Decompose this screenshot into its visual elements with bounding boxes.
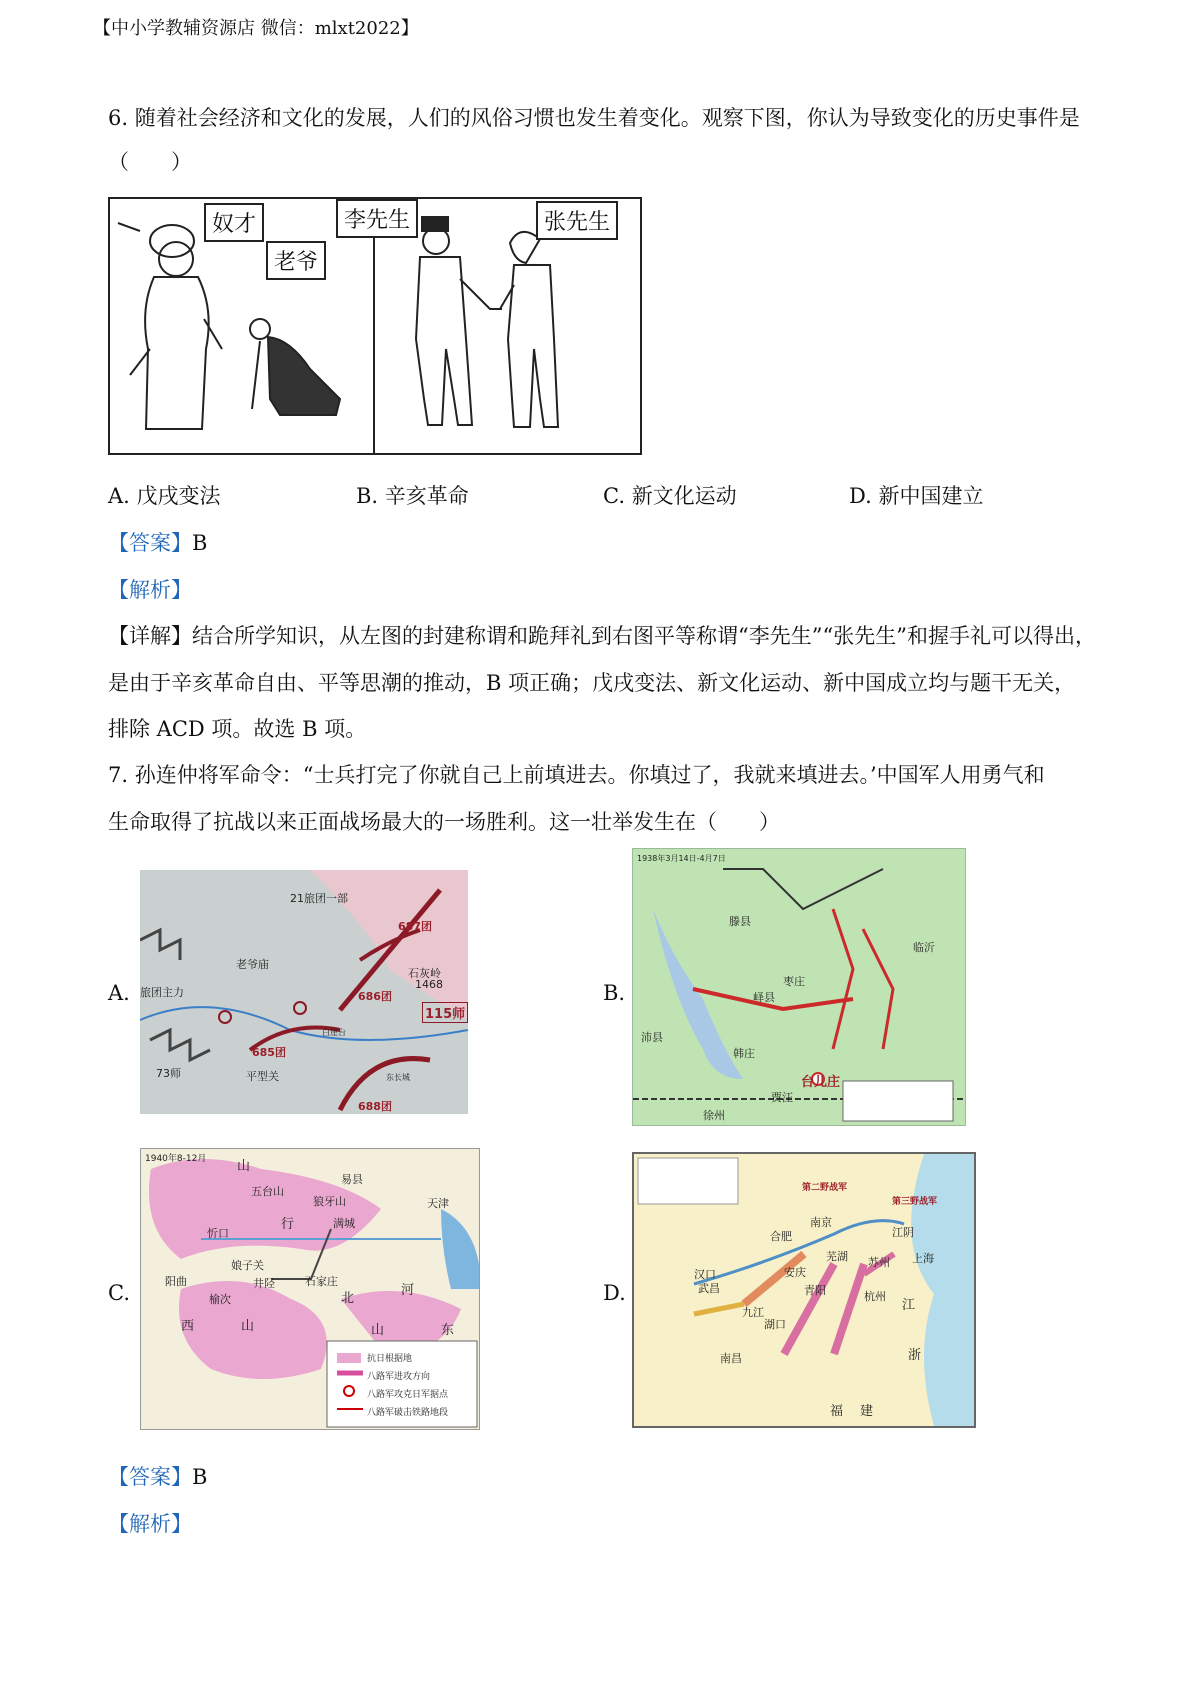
map-d-label: 苏州	[868, 1256, 890, 1269]
kneeling-figure	[250, 319, 340, 415]
map-b-label: 韩庄	[733, 1047, 755, 1060]
q7-analysis-label: 【解析】	[108, 1512, 192, 1536]
map-d-label: 青阳	[804, 1284, 826, 1297]
map-c-label: 山	[241, 1319, 255, 1334]
map-c-label: 五台山	[251, 1185, 284, 1198]
option-letter: B.	[356, 484, 379, 508]
detail-text: 结合所学知识，从左图的封建称谓和跪拜礼到右图平等称谓“李先生”“张先生”和握手礼可以得出，	[192, 624, 1096, 648]
map-a-label: 21旅团一部	[290, 892, 348, 905]
map-b-label: 临沂	[913, 941, 935, 954]
map-c-label: 河	[401, 1283, 415, 1298]
map-a-label: 685团	[252, 1046, 286, 1059]
map-d-label: 南京	[810, 1216, 832, 1229]
q6-detail-line1	[108, 626, 1096, 647]
q6-cartoon-figure	[108, 197, 642, 455]
q7-option-c-letter[interactable]: C.	[108, 1281, 130, 1305]
map-a-drawing	[140, 870, 468, 1114]
q7-stem-line2: 生命取得了抗战以来正面战场最大的一场胜利。这一壮举发生在（ ）	[108, 810, 780, 834]
bubble-left-2: 老爷	[266, 241, 326, 280]
map-d-label: 安庆	[784, 1266, 806, 1279]
q6-option-a[interactable]	[108, 486, 221, 507]
map-c-label: 北	[341, 1291, 355, 1306]
map-b-label: 贾汪	[771, 1091, 793, 1104]
map-a[interactable]	[140, 870, 468, 1114]
map-c-legend-label: 八路军破击铁路地段	[367, 1408, 449, 1418]
q7-stem-line1: 7. 孙连仲将军命令：“士兵打完了你就自己上前填进去。你填过了，我就来填进去。’中国军人用勇气和	[108, 763, 1045, 787]
map-b[interactable]	[632, 848, 966, 1126]
q7-option-b-letter[interactable]: B.	[603, 981, 626, 1005]
map-a-label: 1468	[415, 978, 443, 991]
map-d-label: 江	[902, 1298, 916, 1313]
map-c-label: 易县	[341, 1173, 363, 1186]
map-a-label: 东长城	[386, 1073, 410, 1082]
map-a-label: 老爷庙	[236, 958, 269, 971]
q6-answer	[108, 533, 207, 554]
map-c-label: 东	[441, 1323, 455, 1338]
map-d-label: 第二野战军	[802, 1183, 848, 1193]
q6-stem-line2: （ ）	[108, 150, 192, 174]
map-d-label: 建	[860, 1404, 874, 1419]
map-c-label: 忻口	[207, 1227, 229, 1240]
map-d-label: 福	[830, 1404, 844, 1419]
option-letter: C.	[603, 484, 625, 508]
option-text: 新文化运动	[631, 484, 737, 508]
map-d-label: 合肥	[770, 1230, 792, 1243]
map-c-legend-label: 八路军攻克日军据点	[367, 1390, 449, 1400]
map-a-label: 石灰岭	[408, 967, 441, 980]
map-c-label: 山	[371, 1323, 385, 1338]
bubble-left-1: 奴才	[204, 203, 264, 242]
option-letter: A.	[108, 484, 130, 508]
q7-option-d-letter[interactable]: D.	[603, 1281, 626, 1305]
map-a-label: 白崖台	[322, 1028, 346, 1037]
map-a-label: 旅团主力	[140, 986, 184, 999]
detail-label: 【详解】	[108, 624, 192, 648]
map-b-label: 峄县	[753, 991, 775, 1004]
answer-value: B	[192, 531, 208, 555]
map-c-label: 西	[181, 1319, 195, 1334]
map-c-label: 石家庄	[305, 1275, 338, 1288]
handshake-figures	[416, 217, 558, 427]
map-d-label: 南昌	[720, 1352, 742, 1365]
map-b-label: 1938年3月14日-4月7日	[637, 854, 726, 863]
map-c-label: 狼牙山	[313, 1195, 346, 1208]
map-d-label: 湖口	[764, 1318, 786, 1331]
map-b-label: 徐州	[703, 1109, 725, 1122]
option-letter: D.	[849, 484, 872, 508]
map-c-label: 阳曲	[165, 1275, 187, 1288]
map-d-label: 杭州	[864, 1290, 886, 1303]
map-d-label: 上海	[912, 1252, 934, 1265]
q6-analysis-label: 【解析】	[108, 578, 192, 602]
map-a-label: 平型关	[246, 1070, 279, 1083]
answer-value: B	[192, 1465, 208, 1489]
map-c-label: 1940年8-12月	[145, 1154, 207, 1164]
map-c-legend-label: 抗日根据地	[367, 1354, 413, 1364]
option-text: 辛亥革命	[384, 484, 469, 508]
bubble-right-2: 张先生	[536, 201, 618, 240]
answer-label: 【答案】	[108, 1465, 192, 1489]
map-d-label: 汉口	[694, 1268, 716, 1281]
option-text: 新中国建立	[878, 484, 984, 508]
map-c[interactable]	[140, 1148, 480, 1430]
q6-option-b[interactable]	[356, 486, 469, 507]
map-d-label: 江阴	[892, 1226, 914, 1239]
map-d-label: 芜湖	[826, 1250, 848, 1263]
map-b-label: 枣庄	[783, 975, 805, 988]
map-a-label: 687团	[398, 920, 432, 933]
answer-label: 【答案】	[108, 531, 192, 555]
map-d-label: 武昌	[698, 1282, 720, 1295]
map-d-label: 九江	[742, 1306, 764, 1319]
option-text: 戊戌变法	[136, 484, 221, 508]
bubble-right-1: 李先生	[336, 199, 418, 238]
map-d-label: 第三野战军	[892, 1197, 938, 1207]
q6-detail-line3: 排除 ACD 项。故选 B 项。	[108, 717, 367, 741]
map-c-label: 天津	[427, 1197, 449, 1210]
map-d[interactable]	[632, 1152, 976, 1428]
q7-option-a-letter[interactable]: A.	[108, 981, 130, 1005]
map-b-label: 沛县	[641, 1031, 663, 1044]
map-c-label: 山	[237, 1159, 251, 1174]
q7-answer	[108, 1467, 207, 1488]
map-a-label: 686团	[358, 990, 392, 1003]
map-b-label: 台儿庄	[801, 1075, 841, 1090]
map-c-label: 榆次	[209, 1293, 231, 1306]
map-a-label: 115师	[422, 1002, 468, 1023]
map-c-legend-label: 八路军进攻方向	[367, 1372, 431, 1382]
q6-detail-line2: 是由于辛亥革命自由、平等思潮的推动，B 项正确；戊戌变法、新文化运动、新中国成立均与题干无关，	[108, 671, 1076, 695]
map-a-label: 73师	[156, 1067, 181, 1080]
q6-option-d[interactable]	[849, 486, 983, 507]
q6-option-c[interactable]	[603, 486, 737, 507]
q6-stem-line1: 6. 随着社会经济和文化的发展，人们的风俗习惯也发生着变化。观察下图，你认为导致变化的历史事件是	[108, 106, 1080, 130]
map-c-label: 娘子关	[231, 1259, 264, 1272]
map-d-label: 浙	[908, 1348, 922, 1363]
map-c-label: 满城	[333, 1217, 355, 1230]
header-watermark: 【中小学教辅资源店 微信：mlxt2022】	[93, 18, 419, 39]
map-c-label: 井陉	[253, 1277, 275, 1290]
map-c-label: 行	[281, 1217, 295, 1232]
map-a-label: 688团	[358, 1100, 392, 1113]
map-b-label: 滕县	[729, 915, 751, 928]
official-figure	[118, 223, 222, 429]
